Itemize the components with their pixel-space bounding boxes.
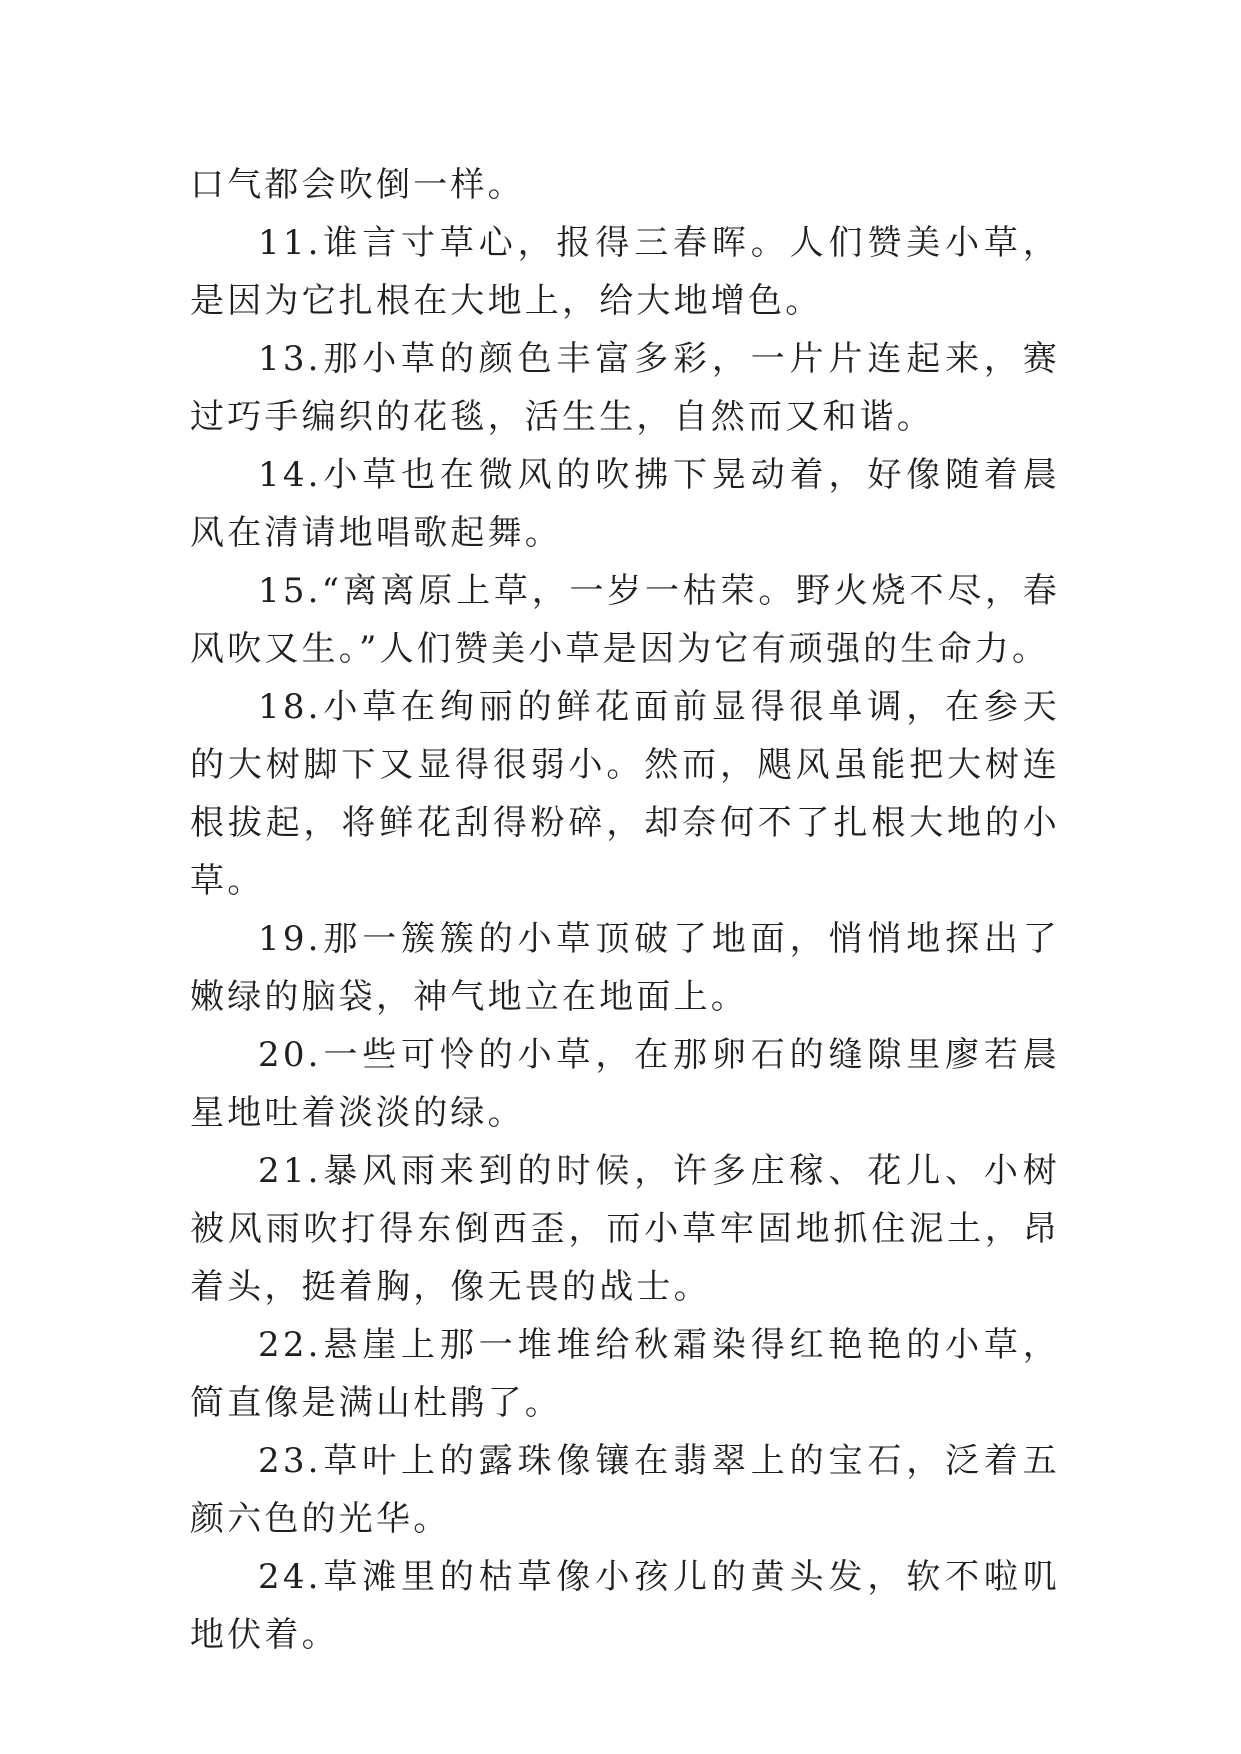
paragraph-item-23: 23.草叶上的露珠像镶在翡翠上的宝石，泛着五颜六色的光华。 (190, 1441, 1060, 1539)
paragraph-item-21: 21.暴风雨来到的时候，许多庄稼、花儿、小树被风雨吹打得东倒西歪，而小草牢固地抓住泥土，昂着头，挺着胸，像无畏的战士。 (190, 1151, 1060, 1307)
paragraph-continuation: 口气都会吹倒一样。 (190, 165, 525, 205)
paragraph-item-22: 22.悬崖上那一堆堆给秋霜染得红艳艳的小草，简直像是满山杜鹃了。 (190, 1325, 1060, 1423)
paragraph-item-19: 19.那一簇簇的小草顶破了地面，悄悄地探出了嫩绿的脑袋，神气地立在地面上。 (190, 919, 1060, 1017)
paragraph-item-18: 18.小草在绚丽的鲜花面前显得很单调，在参天的大树脚下又显得很弱小。然而，飓风虽能把大树连根拔起，将鲜花刮得粉碎，却奈何不了扎根大地的小草。 (190, 687, 1060, 901)
paragraph-item-11: 11.谁言寸草心，报得三春晖。人们赞美小草，是因为它扎根在大地上，给大地增色。 (190, 223, 1060, 321)
paragraph-item-14: 14.小草也在微风的吹拂下晃动着，好像随着晨风在清请地唱歌起舞。 (190, 455, 1060, 553)
paragraph-item-13: 13.那小草的颜色丰富多彩，一片片连起来，赛过巧手编织的花毯，活生生，自然而又和谐。 (190, 339, 1060, 437)
paragraph-item-15: 15.“离离原上草，一岁一枯荣。野火烧不尽，春风吹又生。”人们赞美小草是因为它有顽强的生命力。 (190, 571, 1060, 669)
document-body (190, 156, 1060, 1664)
paragraph-item-20: 20.一些可怜的小草，在那卵石的缝隙里廖若晨星地吐着淡淡的绿。 (190, 1035, 1060, 1133)
paragraph-item-24: 24.草滩里的枯草像小孩儿的黄头发，软不啦叽地伏着。 (190, 1557, 1060, 1655)
